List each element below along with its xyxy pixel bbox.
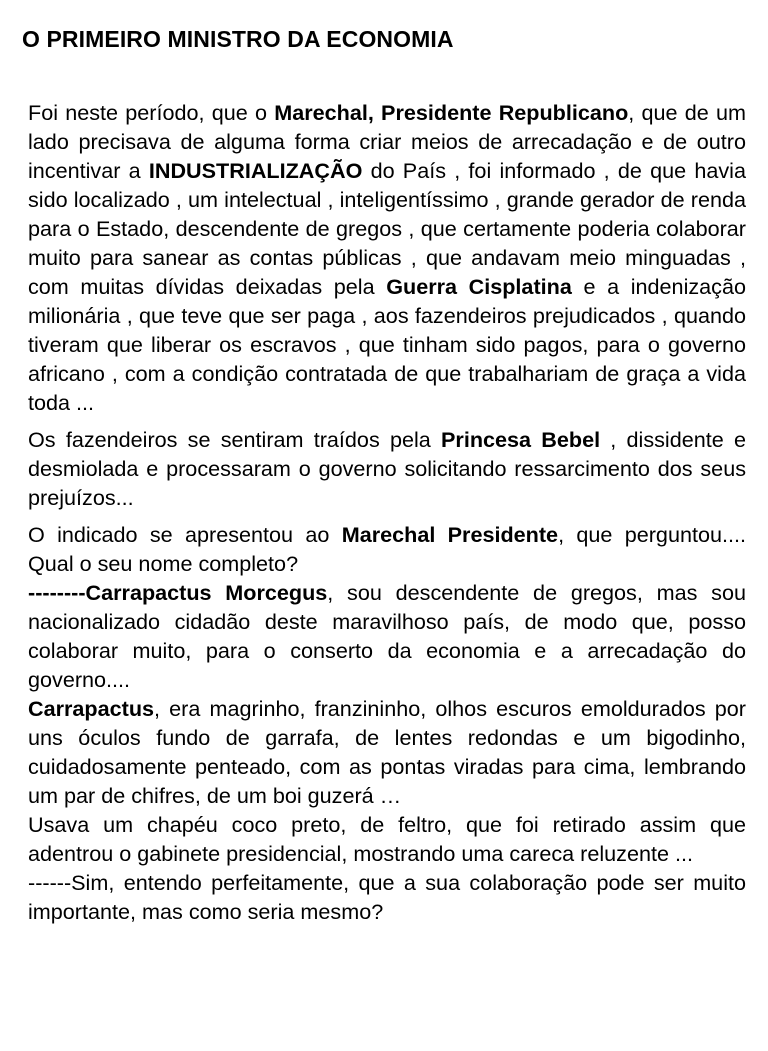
text-segment: ------Sim, entendo perfeitamente, que a sua colaboração pode ser muito importante, mas como seria mesmo? [28,870,746,924]
paragraph [28,694,746,810]
bold-text: --------Carrapactus Morcegus [28,580,328,605]
text-segment: do País , foi informado , de que havia sido localizado , um intelectual , inteligentíssimo , grande gerador de renda para o Estado, descendente de gregos , que certamente poderia colaborar muito para sanear as contas públicas , que andavam meio minguadas , com muitas dívidas deixadas pela [28,158,746,299]
text-segment: , era magrinho, franzininho, olhos escuros emoldurados por uns óculos fundo de garrafa, de lentes redondas e um bigodinho, cuidadosamente penteado, com as pontas viradas para cima, lembrando um par de chifres, de um boi guzerá … [28,696,746,808]
text-segment: , dissidente e desmiolada e processaram o governo solicitando ressarcimento dos seus prejuízos... [28,427,746,510]
document-body [28,98,746,926]
text-segment: O indicado se apresentou ao [28,522,342,547]
text-segment: , que perguntou.... Qual o seu nome completo? [28,522,746,576]
text-segment: Os fazendeiros se sentiram traídos pela [28,427,442,452]
bold-text: Marechal, Presidente Republicano [274,100,629,125]
bold-text: INDUSTRIALIZAÇÃO [148,158,363,183]
text-segment: e a indenização milionária , que teve que ser paga , aos fazendeiros prejudicados , quando tiveram que liberar os escravos , que tinham sido pagos, para o governo africano , com a condição contratada de que trabalhariam de graça a vida toda ... [28,274,746,415]
text-segment: , sou descendente de gregos, mas sou nacionalizado cidadão deste maravilhoso país, de modo que, posso colaborar muito, para o conserto da economia e a arrecadação do governo.... [28,580,746,692]
paragraph [28,810,746,868]
paragraph [28,578,746,694]
document-title: O PRIMEIRO MINISTRO DA ECONOMIA [22,26,454,52]
text-segment: Foi neste período, que o [28,100,275,125]
bold-text: Guerra Cisplatina [386,274,572,299]
paragraph [28,868,746,926]
bold-text: Carrapactus [28,696,155,721]
text-segment: Usava um chapéu coco preto, de feltro, que foi retirado assim que adentrou o gabinete presidencial, mostrando uma careca reluzente ... [28,812,746,866]
bold-text: Marechal Presidente [341,522,559,547]
paragraph [28,98,746,417]
paragraph [28,425,746,512]
bold-text: Princesa Bebel [441,427,601,452]
text-segment: , que de um lado precisava de alguma forma criar meios de arrecadação e de outro incentivar a [28,100,746,183]
paragraph [28,520,746,578]
